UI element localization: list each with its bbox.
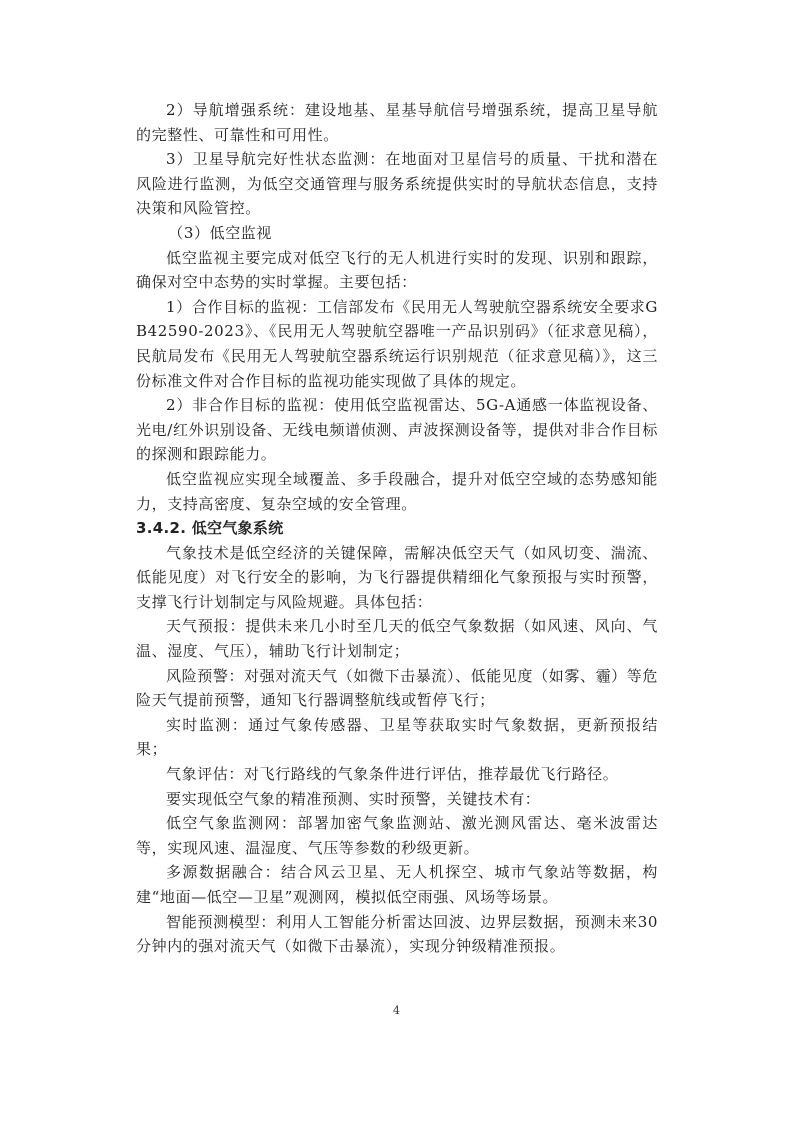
paragraph-realtime-monitoring: 实时监测：通过气象传感器、卫星等获取实时气象数据，更新预报结果； [136, 715, 658, 759]
paragraph-cooperative-targets: 1）合作目标的监视：工信部发布《民用无人驾驶航空器系统安全要求GB42590-2023》、《民用无人驾驶航空器唯一产品识别码》（征求意见稿），民航局发布《民用无人驾驶航空器系统运行识别规范（征求意见稿）》，这三份标准文件对合作目标的监视功能实现做了具体的规定。 [136, 297, 658, 390]
paragraph-integrity-monitoring: 3）卫星导航完好性状态监测：在地面对卫星信号的质量、干扰和潜在风险进行监测，为低空交通管理与服务系统提供实时的导航状态信息，支持决策和风险管控。 [136, 150, 658, 218]
paragraph-weather-assessment: 气象评估：对飞行路线的气象条件进行评估，推荐最优飞行路径。 [166, 765, 619, 784]
paragraph-weather-intro: 气象技术是低空经济的关键保障，需解决低空天气（如风切变、湍流、低能见度）对飞行安全的影响，为飞行器提供精细化气象预报与实时预警，支撑飞行计划制定与风险规避。具体包括： [136, 543, 658, 611]
document-body [136, 98, 658, 959]
paragraph-monitoring-network: 低空气象监测网：部署加密气象监测站、激光测风雷达、毫米波雷达等，实现风速、温湿度、气压等参数的秒级更新。 [136, 814, 658, 857]
page-number: 4 [393, 1004, 400, 1017]
paragraph-risk-warning: 风险预警：对强对流天气（如微下击暴流）、低能见度（如雾、霾）等危险天气提前预警，通知飞行器调整航线或暂停飞行； [136, 666, 658, 710]
paragraph-non-cooperative-targets: 2）非合作目标的监视：使用低空监视雷达、5G-A通感一体监视设备、光电/红外识别设备、无线电频谱侦测、声波探测设备等，提供对非合作目标的探测和跟踪能力。 [136, 396, 658, 464]
paragraph-nav-augmentation: 2）导航增强系统：建设地基、星基导航信号增强系统，提高卫星导航的完整性、可靠性和可用性。 [136, 101, 658, 144]
paragraph-surveillance-summary: 低空监视应实现全域覆盖、多手段融合，提升对低空空域的态势感知能力，支持高密度、复杂空域的安全管理。 [136, 469, 658, 513]
paragraph-key-tech-intro: 要实现低空气象的精准预测、实时预警，关键技术有： [166, 789, 541, 808]
paragraph-weather-forecast: 天气预报：提供未来几小时至几天的低空气象数据（如风速、风向、气温、湿度、气压），辅助飞行计划制定； [136, 617, 658, 661]
paragraph-data-fusion: 多源数据融合：结合风云卫星、无人机探空、城市气象站等数据，构建“地面—低空—卫星”观测网，模拟低空雨强、风场等场景。 [136, 863, 658, 906]
paragraph-surveillance-intro: 低空监视主要完成对低空飞行的无人机进行实时的发现、识别和跟踪，确保对空中态势的实时掌握。主要包括： [136, 248, 658, 292]
section-heading-weather-system: 3.4.2. 低空气象系统 [136, 519, 284, 538]
paragraph-prediction-model: 智能预测模型：利用人工智能分析雷达回波、边界层数据，预测未来30分钟内的强对流天气（如微下击暴流），实现分钟级精准预报。 [136, 912, 658, 956]
subsection-title-low-altitude-surveillance: （3）低空监视 [168, 223, 272, 242]
